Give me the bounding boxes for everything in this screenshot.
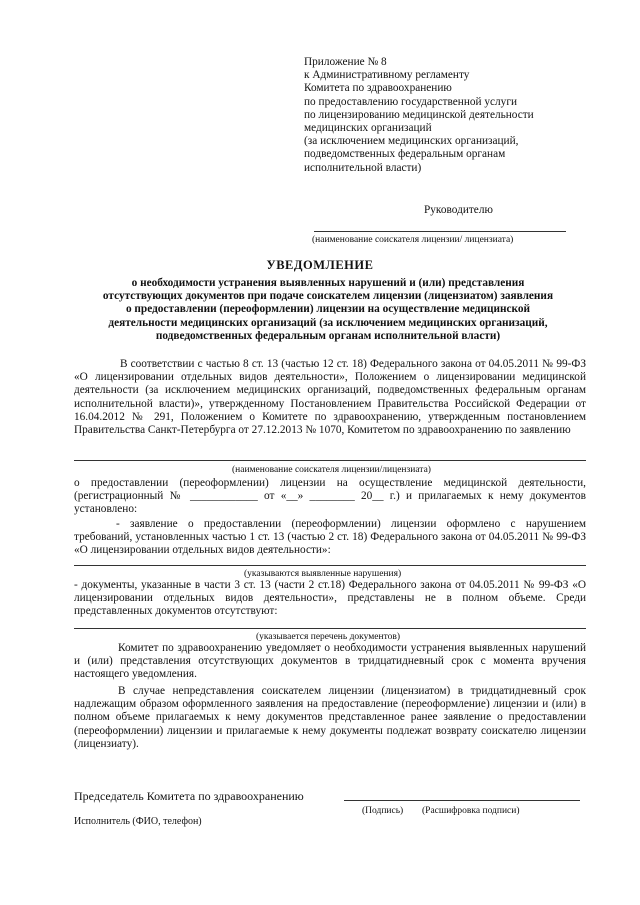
addressee-caption: (наименование соискателя лицензии/ лицензиата) <box>312 235 514 245</box>
signature-caption-sign: (Подпись) <box>362 806 404 816</box>
caption-applicant: (наименование соискателя лицензии/лицензиата) <box>232 465 431 475</box>
fill-line-documents <box>74 628 586 629</box>
paragraph-notification: Комитет по здравоохранению уведомляет о необходимости устранения выявленных нарушений и (или) представления отсутствующих документов в тридцатидневный срок с момента вручения настоящего уведомления. <box>74 642 586 681</box>
document-title: УВЕДОМЛЕНИЕ <box>266 258 374 272</box>
paragraph-registration: о предоставлении (переоформлении) лицензии на осуществление медицинской деятельности, (регистрационный № ____________ от «__» ________ 20__ г.) и прилагаемых к нему документов установлено: <box>74 477 586 516</box>
fill-line-applicant <box>74 460 586 461</box>
signature-fill-line <box>344 800 580 801</box>
subtitle-line: отсутствующих документов при подаче соискателем лицензии (лицензиатом) заявления <box>102 290 554 303</box>
header-line: исполнительной власти) <box>304 161 422 174</box>
subtitle-line: деятельности медицинских организаций (за исключением медицинских организаций, <box>108 316 548 329</box>
executor-label: Исполнитель (ФИО, телефон) <box>74 816 202 827</box>
addressee-fill-line <box>314 231 566 232</box>
subtitle-line: о предоставлении (переоформлении) лицензии на осуществление медицинской <box>125 303 531 316</box>
paragraph-legal-basis: В соответствии с частью 8 ст. 13 (частью 12 ст. 18) Федерального закона от 04.05.2011 № 99-ФЗ «О лицензировании отдельных видов деятельности», Положением о лицензировании медицинской деятельности (за исключением медицинских организаций, подведомственных федеральным органам исполнительной власти)», утвержденному Постановлением Правительства Российской Федерации от 16.04.2012 № 291, Положением о Комитете по здравоохранению, утвержденным постановлением Правительства Санкт-Петербурга от 27.12.2013 № 1070, Комитетом по здравоохранению по заявлению <box>74 358 586 437</box>
header-line: Приложение № 8 <box>304 56 387 68</box>
subtitle-line: подведомственных федеральным органам исполнительной власти) <box>155 329 501 342</box>
header-line: медицинских организаций <box>304 122 432 135</box>
header-line: подведомственных федеральным органам <box>304 148 506 161</box>
paragraph-return-warning: В случае непредставления соискателем лицензии (лицензиатом) в тридцатидневный срок надлежащим образом оформленного заявления на предоставление (переоформление) лицензии и (или) в полном объеме прилагаемых к нему документов представленное ранее заявление о предоставлении (переоформлении) лицензии и прилагаемые к нему документы подлежат возврату соискателю лицензии (лицензиату). <box>74 685 586 750</box>
fill-line-violations <box>74 565 586 566</box>
paragraph-application-violations: - заявление о предоставлении (переоформлении) лицензии оформлено с нарушением требований, установленных частью 1 ст. 13 (частью 2 ст. 18) Федерального закона от 04.05.2011 № 99-ФЗ «О лицензировании отдельных видов деятельности»: <box>74 518 586 557</box>
caption-documents: (указывается перечень документов) <box>256 632 401 642</box>
signature-label: Председатель Комитета по здравоохранению <box>74 789 304 803</box>
document-subtitle <box>68 277 588 343</box>
header-line: Комитета по здравоохранению <box>304 82 452 95</box>
header-line: по лицензированию медицинской деятельности <box>304 108 534 121</box>
appendix-header <box>304 56 604 175</box>
paragraph-missing-documents: - документы, указанные в части 3 ст. 13 (части 2 ст.18) Федерального закона от 04.05.2011 № 99-ФЗ «О лицензировании отдельных видов деятельности», представлены не в полном объеме. Среди представленных документов отсутствуют: <box>74 579 586 618</box>
addressee-label: Руководителю <box>424 204 493 216</box>
header-line: к Административному регламенту <box>304 69 470 82</box>
signature-caption-name: (Расшифровка подписи) <box>422 806 520 816</box>
caption-violations: (указываются выявленные нарушения) <box>244 569 402 579</box>
header-line: (за исключением медицинских организаций, <box>304 135 519 148</box>
header-line: по предоставлению государственной услуги <box>304 95 518 108</box>
subtitle-line: о необходимости устранения выявленных нарушений и (или) представления <box>131 277 525 289</box>
